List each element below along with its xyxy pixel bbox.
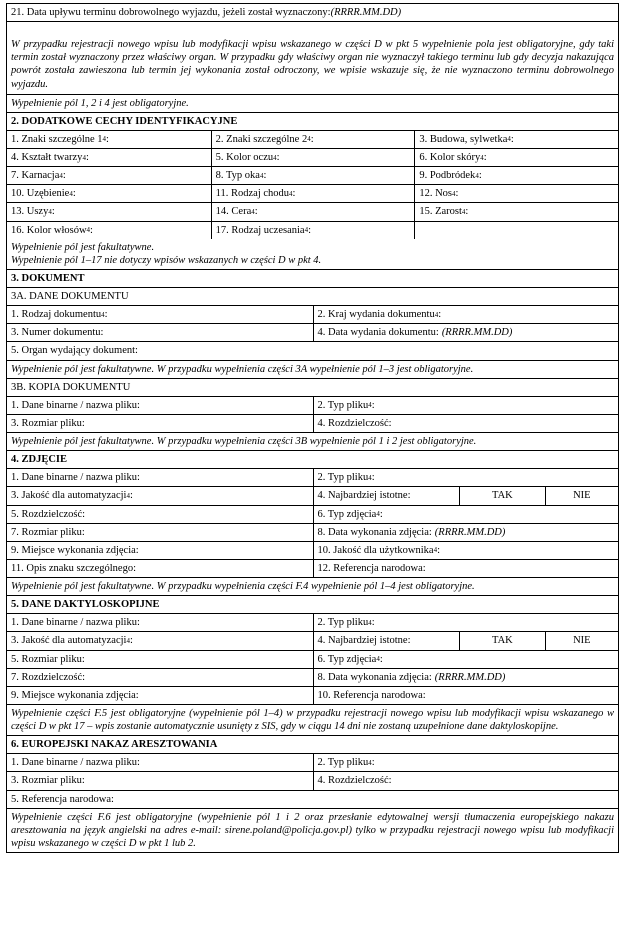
finger-quality-auto-label: 3. Jakość dla automatyzacji [11, 635, 127, 647]
field-21-label: 21. Data upływu terminu dobrowolnego wyjazdu, jeżeli został wyznaczony: [11, 7, 331, 18]
colon: : [379, 653, 383, 665]
section-3b-note-row [7, 433, 618, 451]
section-6-note-row [7, 809, 618, 852]
feature-field[interactable]: 8. Typ oka 4 : [211, 167, 415, 184]
form-table [6, 3, 619, 853]
date-format: (RRRR.MM.DD) [434, 671, 506, 683]
feature-field[interactable]: 14. Cera 4 : [211, 203, 415, 220]
copy-resolution-label: 4. Rozdzielczość: [317, 417, 392, 429]
feature-label: 2. Znaki szczególne 2 [215, 133, 308, 145]
doc-type-field[interactable]: 1. Rodzaj dokumentu 4 : [11, 309, 108, 321]
finger-place-field[interactable] [7, 687, 313, 704]
section-5-row-5 [7, 687, 618, 705]
photo-place-label: 9. Miejsce wykonania zdjęcia: [11, 544, 139, 556]
section-6-title: 6. EUROPEJSKI NAKAZ ARESZTOWANIA [11, 739, 218, 751]
colon: : [465, 206, 469, 218]
colon: : [254, 206, 258, 218]
colon: : [106, 133, 109, 145]
copy-binary-label: 1. Dane binarne / nazwa pliku: [11, 399, 140, 411]
finger-most-relevant-label-cell [313, 632, 460, 649]
section-4-row-5 [7, 542, 618, 560]
empty-cell [414, 222, 618, 239]
section-3a-row-2 [7, 324, 618, 342]
photo-binary-label: 1. Dane binarne / nazwa pliku: [11, 472, 140, 484]
section-3a-note: Wypełnienie pól jest fakultatywne. W przypadku wypełnienia części 3A wypełnienie pól 1–3 jest obligatoryjne. [11, 363, 474, 375]
section-6-row-2 [7, 772, 618, 790]
section-2-row [7, 203, 618, 221]
section-6-row-3 [7, 791, 618, 809]
finger-resolution-label: 7. Rozdzielczość: [11, 671, 86, 683]
section-3-title: 3. DOKUMENT [11, 272, 85, 284]
ean-binary-field[interactable] [7, 754, 313, 771]
photo-place-field[interactable] [7, 542, 313, 559]
ean-national-ref-field[interactable] [7, 791, 618, 808]
feature-label: 15. Zarost [419, 206, 462, 218]
date-format: (RRRR.MM.DD) [434, 526, 506, 538]
section-5-title: 5. DANE DAKTYLOSKOPIJNE [11, 599, 160, 611]
photo-most-relevant-yes-option[interactable] [459, 487, 545, 504]
section-2-row [7, 149, 618, 167]
photo-most-relevant-no-option[interactable] [545, 487, 618, 504]
section-3b-note: Wypełnienie pól jest fakultatywne. W przypadku wypełnienia części 3B wypełnienie pól 1 i 2 jest obligatoryjne. [11, 436, 477, 447]
colon: : [371, 617, 375, 629]
ean-binary-label: 1. Dane binarne / nazwa pliku: [11, 757, 140, 769]
feature-label: 3. Budowa, sylwetka [419, 133, 508, 145]
doc-issue-date-label: 4. Data wydania dokumentu: [317, 327, 439, 339]
ean-size-field[interactable] [7, 772, 313, 789]
colon: : [72, 188, 76, 200]
finger-filetype-field[interactable]: 2. Typ pliku 4 : [313, 614, 619, 631]
colon: : [85, 152, 89, 163]
section-5-row-3 [7, 651, 618, 669]
doc-issuer-field[interactable] [7, 342, 618, 359]
feature-label: 10. Uzębienie [11, 188, 70, 200]
section-2-row [7, 131, 618, 149]
section-4-row-4 [7, 524, 618, 542]
photo-quality-user-label: 10. Jakość dla użytkownika [317, 544, 434, 556]
section-3b-row-2 [7, 415, 618, 433]
colon: : [51, 206, 55, 218]
field-21-note-row [7, 22, 618, 95]
doc-type-label: 1. Rodzaj dokumentu [11, 309, 102, 321]
doc-number-label: 3. Numer dokumentu: [11, 327, 104, 339]
photo-mark-desc-field[interactable] [7, 560, 313, 577]
colon: : [371, 399, 375, 411]
feature-label: 6. Kolor skóry [419, 152, 481, 163]
yes-label: TAK [492, 490, 513, 502]
photo-filetype-field[interactable]: 2. Typ pliku 4 : [313, 469, 619, 486]
section-6-row-1 [7, 754, 618, 772]
finger-national-ref-label: 10. Referencja narodowa: [317, 689, 426, 701]
section-4-row-1 [7, 469, 618, 487]
colon: : [478, 170, 482, 182]
section-3a-note-row [7, 361, 618, 379]
finger-most-relevant-label: 4. Najbardziej istotne: [317, 635, 411, 647]
section-1-note-row [7, 95, 618, 113]
section-5-row-2 [7, 632, 618, 650]
photo-quality-user-field[interactable]: 10. Jakość dla użytkownika 4 : [313, 542, 619, 559]
section-2-note-row [7, 239, 618, 270]
copy-size-field[interactable] [7, 415, 313, 432]
section-2-title: 2. DODATKOWE CECHY IDENTYFIKACYJNE [11, 115, 238, 127]
date-format: (RRRR.MM.DD) [441, 327, 513, 339]
section-3a-row-1 [7, 306, 618, 324]
ean-filetype-field[interactable]: 2. Typ pliku 4 : [313, 754, 619, 771]
section-4-row-3 [7, 506, 618, 524]
photo-filetype-label: 2. Typ pliku [317, 472, 369, 484]
section-2-header-row [7, 113, 618, 131]
photo-quality-auto-field[interactable]: 3. Jakość dla automatyzacji 4 : [11, 490, 133, 502]
photo-most-relevant-label: 4. Najbardziej istotne: [317, 490, 411, 502]
feature-field[interactable]: 13. Uszy 4 : [11, 206, 55, 218]
section-6-header-row [7, 736, 618, 754]
section-4-row-6 [7, 560, 618, 578]
doc-issue-date-field[interactable] [313, 324, 619, 341]
section-4-title: 4. ZDJĘCIE [11, 454, 68, 466]
section-2-row [7, 167, 618, 185]
feature-field[interactable]: 2. Znaki szczególne 2 4 : [211, 131, 415, 148]
colon: : [292, 188, 296, 200]
finger-binary-field[interactable] [7, 614, 313, 631]
feature-field[interactable]: 15. Zarost 4 : [414, 203, 618, 220]
finger-date-field[interactable] [313, 669, 619, 686]
colon: : [455, 188, 459, 200]
copy-filetype-label: 2. Typ pliku [317, 399, 369, 411]
finger-binary-label: 1. Dane binarne / nazwa pliku: [11, 617, 140, 629]
photo-size-field[interactable] [7, 524, 313, 541]
section-4-row-2 [7, 487, 618, 505]
section-5-row-1 [7, 614, 618, 632]
section-5-row-4 [7, 669, 618, 687]
field-21-note: W przypadku rejestracji nowego wpisu lub modyfikacji wpisu wskazanego w części D w pkt 5 wypełnienie pola jest obligatoryjne, gdy taki termin został wyznaczony przez właściwy organ. W przypadku gdy właściwy organ nie wyznaczył takiego terminu lub gdy decyzja nakazująca powrót została zawieszona lub termin jej wykonania został odroczony, we wpisie wskazuje się, że nie wyznaczono terminu dobrowolnego wyjazdu. [11, 39, 614, 90]
feature-field[interactable]: 6. Kolor skóry 4 : [414, 149, 618, 166]
finger-type-label: 6. Typ zdjęcia [317, 653, 377, 665]
colon: : [510, 133, 514, 145]
feature-field[interactable]: 17. Rodzaj uczesania 4 : [211, 222, 415, 239]
yes-label: TAK [492, 635, 513, 647]
finger-date-label: 8. Data wykonania zdjęcia: [317, 671, 432, 683]
ean-resolution-field[interactable] [313, 772, 619, 789]
doc-country-field[interactable]: 2. Kraj wydania dokumentu 4 : [313, 306, 619, 323]
colon: : [438, 309, 442, 321]
colon: : [308, 224, 311, 236]
section-3b-title: 3B. KOPIA DOKUMENTU [11, 381, 131, 393]
doc-country-label: 2. Kraj wydania dokumentu [317, 309, 435, 321]
copy-filetype-field[interactable]: 2. Typ pliku 4 : [313, 397, 619, 414]
feature-field[interactable]: 10. Uzębienie 4 : [11, 188, 76, 200]
photo-date-field[interactable] [313, 524, 619, 541]
section-3b-header-row [7, 379, 618, 397]
colon: : [371, 472, 375, 484]
section-3-header-row [7, 270, 618, 288]
section-5-note: Wypełnienie części F.5 jest obligatoryjne (wypełnienie pól 1–4) w przypadku rejestracji nowego wpisu lub modyfikacji wpisu wskazanego w części D w pkt 17 – wpis zostanie automatycznie usunięty z SIS, gdy w ciągu 14 dni nie zostaną uzupełnione dane daktyloskopijne. [11, 707, 614, 732]
feature-label: 8. Typ oka [215, 170, 260, 182]
ean-resolution-label: 4. Rozdzielczość: [317, 775, 392, 787]
section-1-note: Wypełnienie pól 1, 2 i 4 jest obligatoryjne. [11, 97, 189, 109]
feature-field[interactable]: 1. Znaki szczególne 1 4 : [11, 133, 109, 145]
feature-label: 17. Rodzaj uczesania [215, 224, 305, 236]
ean-filetype-label: 2. Typ pliku [317, 757, 369, 769]
feature-label: 9. Podbródek [419, 170, 476, 182]
section-4-note-row [7, 578, 618, 596]
photo-size-label: 7. Rozmiar pliku: [11, 526, 85, 538]
section-4-note: Wypełnienie pól jest fakultatywne. W przypadku wypełnienia części F.4 wypełnienie pól 1–4 jest obligatoryjne. [11, 581, 475, 592]
section-2-note-2: Wypełnienie pól 1–17 nie dotyczy wpisów wskazanych w części D w pkt 4. [11, 254, 322, 266]
photo-date-label: 8. Data wykonania zdjęcia: [317, 526, 432, 538]
finger-most-relevant-yes-option[interactable] [459, 632, 545, 649]
feature-field[interactable]: 9. Podbródek 4 : [414, 167, 618, 184]
colon: : [276, 152, 280, 163]
section-2-note [7, 239, 618, 269]
colon: : [90, 224, 93, 236]
section-3a-row-3 [7, 342, 618, 360]
section-2-row [7, 222, 618, 239]
doc-number-field[interactable] [7, 324, 313, 341]
section-5-header-row [7, 596, 618, 614]
section-5-note-row [7, 705, 618, 736]
field-21-format: (RRRR.MM.DD) [330, 7, 402, 18]
field-21-row [7, 4, 618, 22]
photo-resolution-label: 5. Rozdzielczość: [11, 508, 86, 520]
finger-most-relevant-no-option[interactable] [545, 632, 618, 649]
photo-mark-desc-label: 11. Opis znaku szczególnego: [11, 562, 136, 574]
ean-size-label: 3. Rozmiar pliku: [11, 775, 85, 787]
feature-field[interactable]: 11. Rodzaj chodu 4 : [211, 185, 415, 202]
feature-label: 14. Cera [215, 206, 252, 218]
finger-place-label: 9. Miejsce wykonania zdjęcia: [11, 689, 139, 701]
feature-label: 12. Nos [419, 188, 452, 200]
ean-national-ref-label: 5. Referencja narodowa: [11, 793, 114, 805]
finger-quality-auto-field[interactable]: 3. Jakość dla automatyzacji 4 : [11, 635, 133, 647]
photo-type-label: 6. Typ zdjęcia [317, 508, 377, 520]
colon: : [483, 152, 487, 163]
no-label: NIE [573, 635, 591, 647]
feature-label: 16. Kolor włosów [11, 224, 87, 236]
no-label: NIE [573, 490, 591, 502]
finger-type-field[interactable]: 6. Typ zdjęcia 4 : [313, 651, 619, 668]
feature-label: 5. Kolor oczu [215, 152, 274, 163]
feature-field[interactable]: 7. Karnacja 4 : [11, 170, 66, 182]
feature-field[interactable]: 3. Budowa, sylwetka 4 : [414, 131, 618, 148]
finger-filetype-label: 2. Typ pliku [317, 617, 369, 629]
photo-national-ref-field[interactable] [313, 560, 619, 577]
photo-quality-auto-label: 3. Jakość dla automatyzacji [11, 490, 127, 502]
colon: : [62, 170, 66, 182]
feature-field[interactable]: 16. Kolor włosów 4 : [11, 224, 93, 236]
feature-label: 11. Rodzaj chodu [215, 188, 290, 200]
field-21[interactable] [7, 4, 618, 21]
finger-national-ref-field[interactable] [313, 687, 619, 704]
photo-resolution-field[interactable] [7, 506, 313, 523]
feature-field[interactable]: 12. Nos 4 : [414, 185, 618, 202]
section-3a-title: 3A. DANE DOKUMENTU [11, 291, 129, 302]
section-6-note: Wypełnienie części F.6 jest obligatoryjne (wypełnienie pól 1 i 2 oraz przesłanie edytowalnej wersji tłumaczenia europejskiego nakazu aresztowania na język angielski na adres e-mail: sirene.poland@policja.gov.pl) tylko w przypadku rejestracji nowego wpisu lub modyfikacji wpisu wskazanego w części D w pkt 1 lub 2. [11, 811, 614, 849]
feature-label: 13. Uszy [11, 206, 49, 218]
copy-size-label: 3. Rozmiar pliku: [11, 417, 85, 429]
section-2-note-1: Wypełnienie pól jest fakultatywne. [11, 241, 155, 253]
section-3a-header-row [7, 288, 618, 306]
colon: : [371, 757, 375, 769]
photo-most-relevant-label-cell [313, 487, 460, 504]
feature-field[interactable]: 4. Kształt twarzy 4 : [11, 152, 89, 163]
feature-field[interactable]: 5. Kolor oczu 4 : [211, 149, 415, 166]
feature-label: 1. Znaki szczególne 1 [11, 133, 103, 145]
photo-national-ref-label: 12. Referencja narodowa: [317, 562, 426, 574]
doc-issuer-label: 5. Organ wydający dokument: [11, 345, 138, 357]
colon: : [437, 544, 440, 556]
finger-resolution-field[interactable] [7, 669, 313, 686]
colon: : [379, 508, 383, 520]
section-3b-row-1 [7, 397, 618, 415]
photo-binary-field[interactable] [7, 469, 313, 486]
feature-label: 4. Kształt twarzy [11, 152, 83, 163]
colon: : [263, 170, 267, 182]
copy-binary-field[interactable] [7, 397, 313, 414]
colon: : [129, 635, 133, 647]
colon: : [129, 490, 133, 502]
finger-size-field[interactable] [7, 651, 313, 668]
colon: : [104, 309, 108, 321]
section-2-row [7, 185, 618, 203]
photo-type-field[interactable]: 6. Typ zdjęcia 4 : [313, 506, 619, 523]
feature-label: 7. Karnacja [11, 170, 60, 182]
copy-resolution-field[interactable] [313, 415, 619, 432]
finger-size-label: 5. Rozmiar pliku: [11, 653, 85, 665]
colon: : [310, 133, 314, 145]
section-4-header-row [7, 451, 618, 469]
